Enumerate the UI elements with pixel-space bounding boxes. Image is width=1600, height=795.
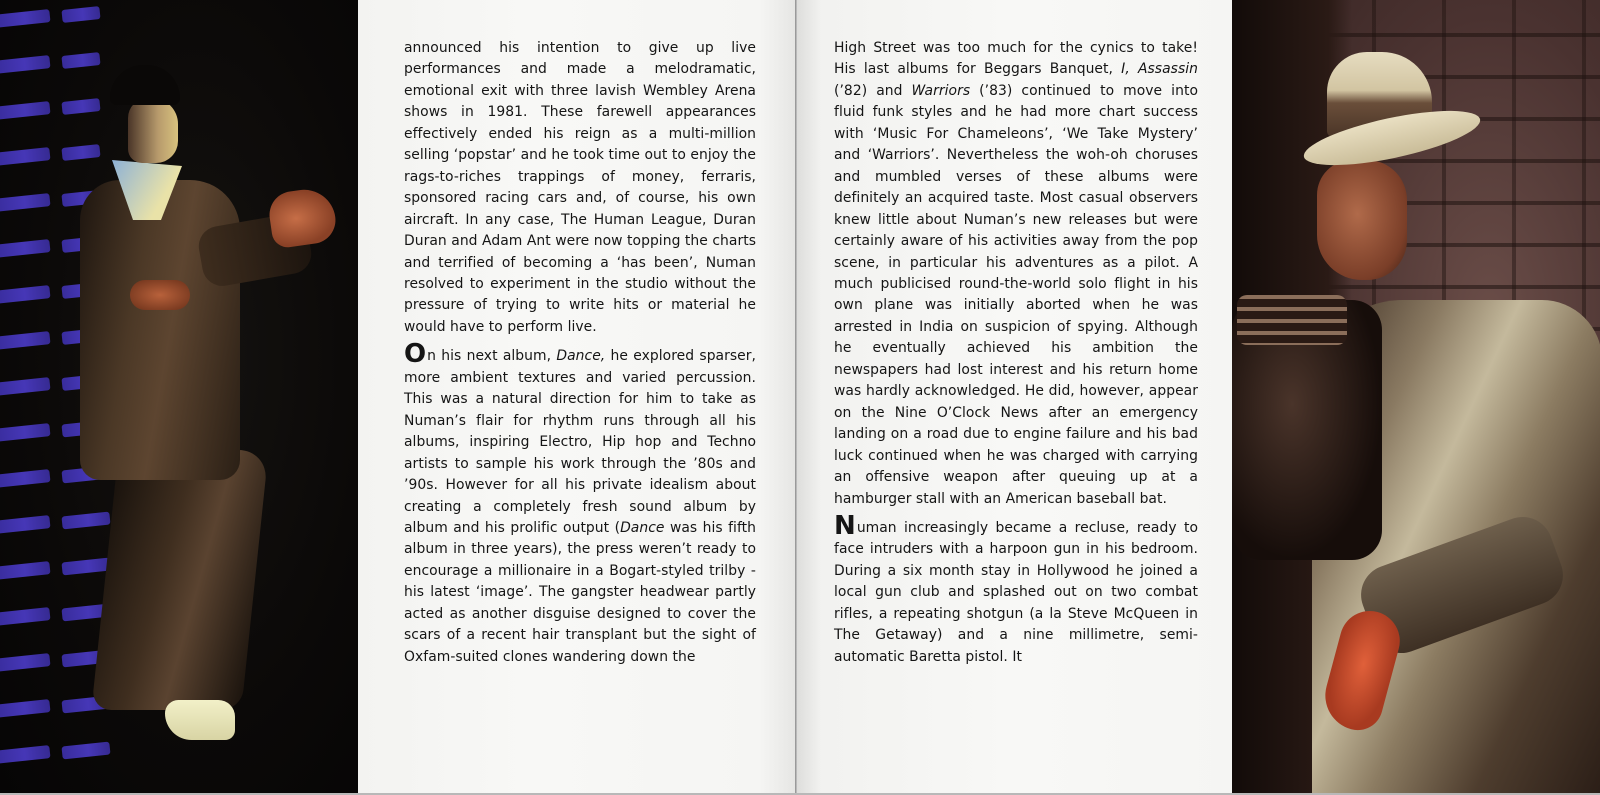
text-run: announced his intention to give up live performances and made a melodramatic, emotional exit with three lavish Wembley Arena shows in 1981. These farewell appearances effectively ended his reign as a multi-million selling ‘popstar’ and he took time out to enjoy the rags-to-riches trappings of money, ferraris, sponsored racing cars and, of course, his own aircraft. In any case, The Human League, Duran Duran and Adam Ant were now topping the charts and terrified of becoming a ‘has been’, Numan resolved to experiment in the studio without the pressure of trying to write hits or material he would have to perform live.	[404, 40, 756, 335]
center-fold	[795, 0, 797, 793]
text-run: was his fifth album in three years), the press weren’t ready to encourage a millionaire in a Bogart-styled trilby - his latest ‘image’. The gangster headwear partly acted as another disguise designed to cover the scars of a recent hair transplant but the sight of Oxfam-suited clones wandering down the	[404, 519, 756, 665]
figure-man-in-suit	[70, 60, 300, 740]
body-text-left	[404, 38, 756, 668]
italic-title: Dance,	[556, 348, 606, 365]
photo-left-blue-stripes	[0, 0, 358, 793]
paragraph	[404, 38, 756, 338]
figure-face	[1317, 160, 1407, 280]
italic-title: Warriors	[911, 82, 971, 99]
paragraph	[834, 38, 1198, 510]
text-page-right	[795, 0, 1232, 793]
drop-cap: O	[404, 339, 427, 370]
paragraph	[834, 510, 1198, 668]
italic-title: Dance	[620, 519, 665, 536]
text-run: High Street was too much for the cynics to take! His last albums for Beggars Banquet,	[834, 40, 1198, 78]
text-run: he explored sparser, more ambient textures and varied percussion. This was a natural direction for him to take as Numan’s flair for rhythm runs through all his albums, inspiring Electro, Hip hop and Techno artists to sample his work through the ’80s and ’90s. However for all his private idealism about creating a completely fresh sound album by album and his prolific output (	[404, 348, 756, 536]
drop-cap: N	[834, 510, 856, 541]
text-run: (’82) and	[834, 82, 912, 99]
photo-right-trilby	[1232, 0, 1600, 793]
text-run: uman increasingly became a recluse, ready to face intruders with a harpoon gun in his bedroom. During a six month stay in Hollywood he joined a local gun club and splashed out on two combat rifles, a repeating shotgun (a la Steve McQueen in The Getaway) and a nine millimetre, semi-automatic Baretta pistol. It	[834, 519, 1198, 665]
text-run: (’83) continued to move into fluid funk styles and he had more chart success with ‘Music For Chameleons’, ‘We Take Mystery’ and ‘Warriors’. Nevertheless the woh-oh choruses and mumbled verses of these albums were definitely an acquired taste. Most casual observers knew little about Numan’s new releases but were certainly aware of his activities away from the pop scene, in particular his adventures as a pilot. A much publicised round-the-world solo flight in his own plane was initially aborted when he was arrested in India on suspicion of spying. Although he eventually achieved his ambition the newspapers had lost interest and his return home was hardly acknowledged. He did, however, appear on the Nine O’Clock News after an emergency landing on a road due to engine failure and his bad luck continued when he was charged with carrying an offensive weapon after queuing up at a hamburger stall with an American baseball bat.	[834, 82, 1198, 507]
text-page-left	[358, 0, 795, 793]
body-text-right	[834, 38, 1198, 668]
italic-title: I, Assassin	[1121, 61, 1198, 78]
paragraph	[404, 339, 756, 668]
text-run: n his next album,	[427, 348, 557, 365]
